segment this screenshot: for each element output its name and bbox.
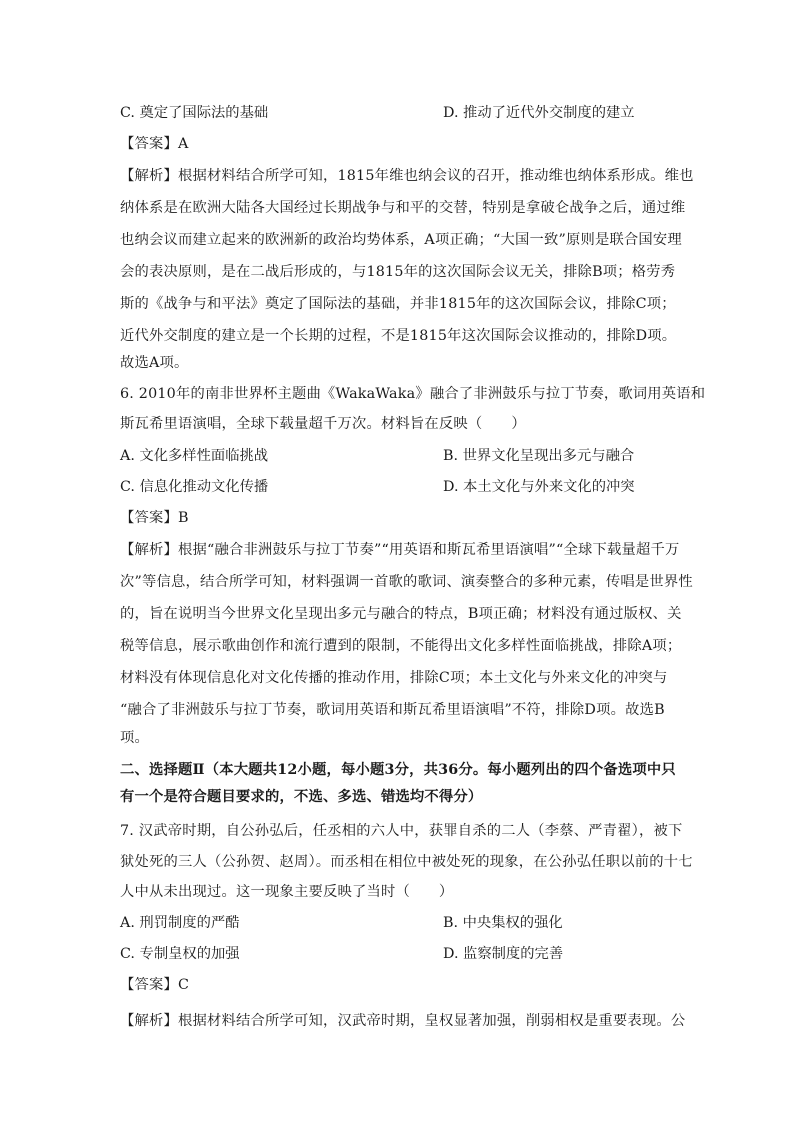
q7-option-b: B. 中央集权的强化	[443, 915, 563, 931]
q5-analysis-line: 斯的《战争与和平法》奠定了国际法的基础，并非1815年的这次国际会议，排除C项；	[120, 296, 676, 312]
q6-stem-line: 斯瓦希里语演唱，全球下载量超千万次。材料旨在反映（ ）	[120, 416, 526, 432]
q5-analysis-line: 近代外交制度的建立是一个长期的过程，不是1815年这次国际会议推动的，排除D项。	[120, 328, 677, 344]
answer-value: B	[178, 510, 189, 526]
q7-option-d: D. 监察制度的完善	[443, 946, 564, 962]
q5-analysis-line: 会的表决原则，是在二战后形成的，与1815年的这次国际会议无关，排除B项；格劳秀	[120, 264, 676, 280]
analysis-label: 【解析】	[120, 1013, 178, 1029]
q7-answer	[120, 975, 680, 995]
q6-option-d: D. 本土文化与外来文化的冲突	[443, 479, 635, 495]
q5-answer	[120, 134, 680, 154]
answer-value: C	[178, 977, 190, 993]
q6-stem-line: 6. 2010年的南非世界杯主题曲《WakaWaka》融合了非洲鼓乐与拉丁节奏，歌词用英语和	[120, 386, 706, 402]
answer-value: A	[178, 136, 189, 152]
q7-option-c: C. 专制皇权的加强	[120, 946, 240, 962]
q6-analysis-line: 税等信息，展示歌曲创作和流行遭到的限制，不能得出文化多样性面临挑战，排除A项；	[120, 638, 682, 654]
q5-option-d: D. 推动了近代外交制度的建立	[443, 105, 635, 121]
q7-analysis-line: 【解析】根据材料结合所学可知，汉武帝时期，皇权显著加强，削弱相权是重要表现。公	[120, 1013, 686, 1029]
q5-analysis-line: 【解析】根据材料结合所学可知，1815年维也纳会议的召开，推动维也纳体系形成。维也	[120, 168, 694, 184]
answer-label: 【答案】	[120, 977, 178, 993]
q6-answer	[120, 508, 680, 528]
q7-stem-line: 人中从未出现过。这一现象主要反映了当时（ ）	[120, 884, 454, 900]
analysis-label: 【解析】	[120, 542, 178, 558]
q7-stem-line: 狱处死的三人（公孙贺、赵周）。而丞相在相位中被处死的现象，在公孙弘任职以前的十七	[120, 854, 693, 870]
q7-stem-line: 7. 汉武帝时期，自公孙弘后，任丞相的六人中，获罪自杀的二人（李蔡、严青翟），被下	[120, 823, 683, 839]
q5-option-c: C. 奠定了国际法的基础	[120, 105, 269, 121]
section-heading-line: 有一个是符合题目要求的，不选、多选、错选均不得分）	[120, 789, 483, 805]
q6-analysis-line: 的，旨在说明当今世界文化呈现出多元与融合的特点，B项正确；材料没有通过版权、关	[120, 606, 682, 622]
q6-analysis-line: 材料没有体现信息化对文化传播的推动作用，排除C项；本土文化与外来文化的冲突与	[120, 670, 668, 686]
q6-analysis-line: 【解析】根据“融合非洲鼓乐与拉丁节奏”“用英语和斯瓦希里语演唱”“全球下载量超千万	[120, 542, 680, 558]
analysis-label: 【解析】	[120, 168, 178, 184]
q5-analysis-line: 纳体系是在欧洲大陆各大国经过长期战争与和平的交替，特别是拿破仑战争之后，通过维	[120, 200, 686, 216]
answer-label: 【答案】	[120, 510, 178, 526]
section-heading-line: 二、选择题Ⅱ（本大题共12小题，每小题3分，共36分。每小题列出的四个备选项中只	[120, 762, 676, 778]
q6-analysis-line: “融合了非洲鼓乐与拉丁节奏，歌词用英语和斯瓦希里语演唱”不符，排除D项。故选B	[120, 702, 665, 718]
answer-label: 【答案】	[120, 136, 178, 152]
q6-option-b: B. 世界文化呈现出多元与融合	[443, 448, 635, 464]
q6-option-a: A. 文化多样性面临挑战	[120, 448, 269, 464]
q6-option-c: C. 信息化推动文化传播	[120, 479, 269, 495]
q5-analysis-line: 也纳会议而建立起来的欧洲新的政治均势体系，A项正确；“大国一致”原则是联合国安理	[120, 232, 682, 248]
q6-analysis-line: 项。	[120, 730, 149, 746]
q7-option-a: A. 刑罚制度的严酷	[120, 915, 240, 931]
q6-analysis-line: 次”等信息，结合所学可知，材料强调一首歌的歌词、演奏整合的多种元素，传唱是世界性	[120, 574, 693, 590]
q5-analysis-line: 故选A项。	[120, 355, 189, 371]
